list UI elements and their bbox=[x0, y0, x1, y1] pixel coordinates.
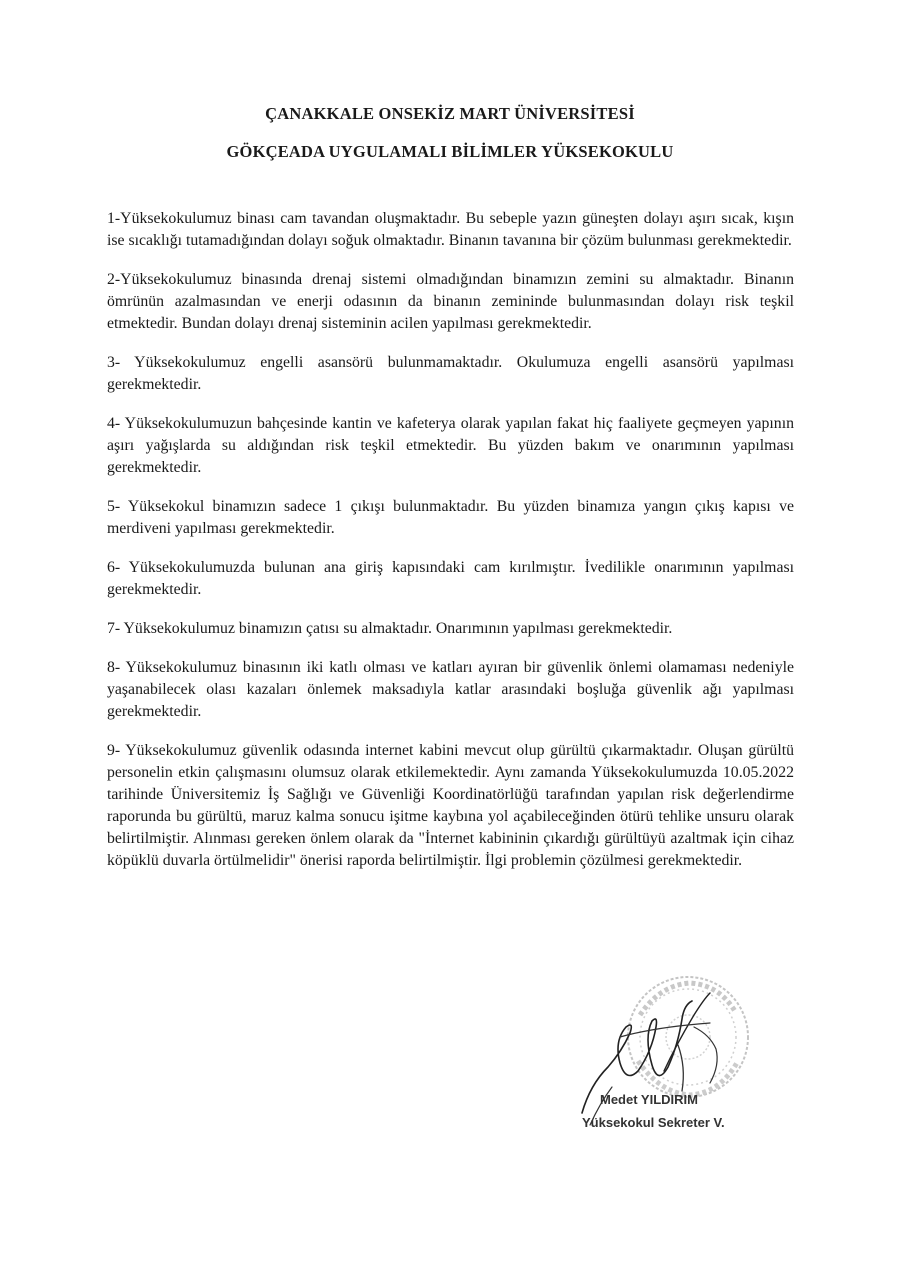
item-paragraph: 1-Yüksekokulumuz binası cam tavandan oluşmaktadır. Bu sebeple yazın güneşten dolayı aşırı sıcak, kışın ise sıcaklığı tutamadığından dolayı soğuk olmaktadır. Binanın tavanına bir çözüm bulunması gerekmektedir. bbox=[107, 210, 794, 249]
document-body bbox=[107, 208, 794, 889]
item-paragraph: 4- Yüksekokulumuzun bahçesinde kantin ve kafeterya olarak yapılan fakat hiç faaliyete geçmeyen yapının aşırı yağışlarda su aldığından risk teşkil etmektedir. Bu yüzden bakım ve onarımının yapılması gerekmektedir. bbox=[107, 415, 794, 476]
item-paragraph: 6- Yüksekokulumuzda bulunan ana giriş kapısındaki cam kırılmıştır. İvedilikle onarımının yapılması gerekmektedir. bbox=[107, 559, 794, 598]
item-paragraph: 9- Yüksekokulumuz güvenlik odasında internet kabini mevcut olup gürültü çıkarmaktadır. Oluşan gürültü personelin etkin çalışmasını olumsuz olarak etkilemektedir. Aynı zamanda Yüksekokulumuzda 10.05.2022 tarihinde Üniversitemiz İş Sağlığı ve Güvenliği Koordinatörlüğü tarafından yapılan risk değerlendirme raporunda bu gürültü, maruz kalma sonucu işitme kaybına yol açabileceğinden ötürü tehlike unsuru olarak belirtilmiştir. Alınması gereken önlem olarak da "İnternet kabininin çıkardığı gürültüyü azaltmak için cihaz köpüklü duvarla örtülmelidir" önerisi raporda belirtilmiştir. İlgi problemin çözülmesi gerekmektedir. bbox=[107, 742, 794, 869]
document-header bbox=[0, 103, 900, 163]
university-name: ÇANAKKALE ONSEKİZ MART ÜNİVERSİTESİ bbox=[265, 104, 635, 123]
item-paragraph: 5- Yüksekokul binamızın sadece 1 çıkışı bulunmaktadır. Bu yüzden binamıza yangın çıkış kapısı ve merdiveni yapılması gerekmektedir. bbox=[107, 498, 794, 537]
signatory-title: Yüksekokul Sekreter V. bbox=[582, 1115, 725, 1130]
signatory-name: Medet YILDIRIM bbox=[600, 1092, 698, 1107]
school-name: GÖKÇEADA UYGULAMALI BİLİMLER YÜKSEKOKULU bbox=[226, 142, 674, 161]
item-paragraph: 7- Yüksekokulumuz binamızın çatısı su almaktadır. Onarımının yapılması gerekmektedir. bbox=[107, 620, 673, 637]
item-paragraph: 3- Yüksekokulumuz engelli asansörü bulunmamaktadır. Okulumuza engelli asansörü yapılması gerekmektedir. bbox=[107, 354, 794, 393]
item-paragraph: 8- Yüksekokulumuz binasının iki katlı olması ve katları ayıran bir güvenlik önlemi olamaması nedeniyle yaşanabilecek olası kazaları önlemek maksadıyla katlar arasındaki boşluğa güvenlik ağı yapılması gerekmektedir. bbox=[107, 659, 794, 720]
item-paragraph: 2-Yüksekokulumuz binasında drenaj sistemi olmadığından binamızın zemini su almaktadır. Binanın ömrünün azalmasından ve enerji odasının da binanın zemininde bulunmasından dolayı risk teşkil etmektedir. Bundan dolayı drenaj sisteminin acilen yapılması gerekmektedir. bbox=[107, 271, 794, 332]
